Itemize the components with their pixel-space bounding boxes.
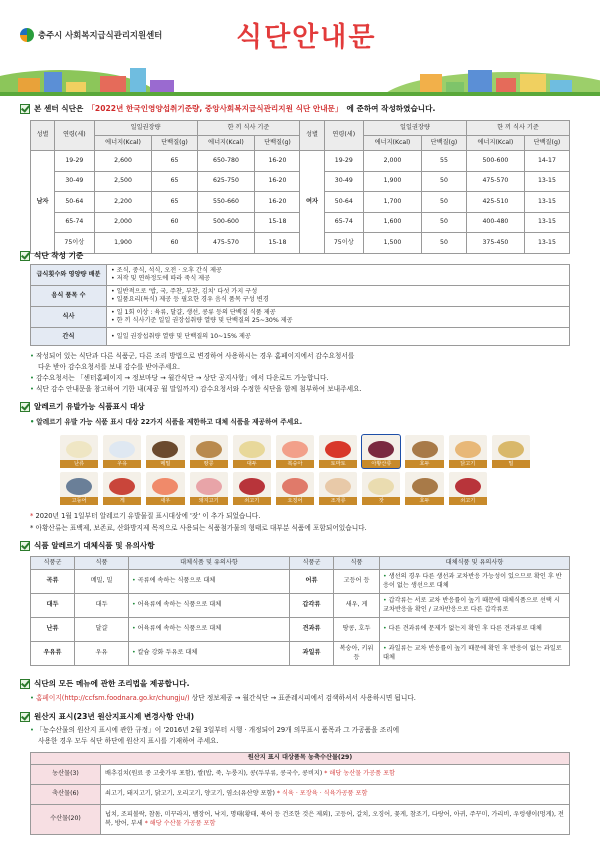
nutrition-cell: 30-49 [324, 171, 363, 192]
substitute-row [31, 570, 570, 594]
nutrition-cell: 50 [421, 171, 466, 192]
nutrition-cell: 475-570 [197, 233, 255, 254]
origin-line: • 「농수산물의 원산지 표시에 관한 규정」이 '2016년 2월 3일부터 시행 · 개정되어 29개 의무표시 품목과 그 가공품을 조리에 [30, 726, 400, 734]
th-protein: 단백질(g) [152, 136, 197, 151]
food-icon [152, 441, 178, 458]
th-energy: 에너지(Kcal) [94, 136, 152, 151]
org-logo [20, 28, 162, 42]
sub-note: • 칼슘 강화 두유로 대체 [129, 642, 290, 666]
nutrition-cell: 375-450 [466, 233, 524, 254]
sec5-title: 식단의 모든 메뉴에 관한 조리법을 제공합니다. [34, 679, 190, 689]
th-protein: 단백질(g) [421, 136, 466, 151]
food-icon [196, 478, 222, 495]
allergy-food-item [492, 435, 530, 468]
substitute-row [31, 618, 570, 642]
sub-group: 과일류 [290, 642, 334, 666]
th-age: 연령(세) [324, 121, 363, 151]
note-line: • 작성되어 있는 식단과 다른 식품군, 다른 조리 방법으로 변경하여 사용하시는 경우 홈페이지에서 감수요청서를 [30, 352, 355, 360]
sub-group: 견과류 [290, 618, 334, 642]
allergy-note: * 아황산류는 표백제, 보존료, 산화방지제 목적으로 사용되는 식품첨가물의 형태로 대부분 식품에 포함되어있습니다. [30, 524, 367, 532]
th-meal: 한 끼 식사 기준 [466, 121, 569, 136]
allergy-food-item [449, 472, 487, 505]
criteria-text: • 일 1회 이상 : 육류, 달걀, 생선, 콩류 등의 단백질 식품 제공 • 한 끼 식사기준 일일 권장섭취량 열량 및 단백질의 25~30% 제공 [107, 307, 570, 328]
origin-label: 농산물(3) [31, 765, 101, 785]
recipe-line: • 홈페이지(http://ccfsm.foodnara.go.kr/chungju/) 상단 정보제공 → 월간식단 → 표준레시피에서 검색하셔서 사용하시면 됩니다. [30, 694, 416, 702]
sub-group: 갑각류 [290, 594, 334, 618]
allergy-food-item [190, 435, 228, 468]
sub-food: 복숭아, 키위 등 [334, 642, 380, 666]
check-icon [20, 712, 30, 722]
criteria-text: • 조식, 중식, 석식, 오전 · 오후 간식 제공 • 저작 및 연하정도에 따라 죽식 제공 [107, 265, 570, 286]
logo-mark-icon [20, 28, 34, 42]
th-energy: 에너지(Kcal) [466, 136, 524, 151]
food-icon [109, 441, 135, 458]
th-group: 식품군 [31, 557, 75, 570]
section-origin [20, 712, 194, 722]
check-icon [20, 251, 30, 261]
food-icon [239, 441, 265, 458]
nutrition-cell: 55 [421, 151, 466, 172]
check-icon [20, 402, 30, 412]
nutrition-cell: 13-15 [524, 233, 569, 254]
criteria-text: • 일일 권장섭취량 열량 및 단백질의 10~15% 제공 [107, 328, 570, 346]
food-icon [455, 441, 481, 458]
nutrition-cell: 16-20 [255, 171, 300, 192]
nutrition-table [30, 120, 570, 254]
food-label: 아황산류 [362, 460, 400, 468]
criteria-label: 간식 [31, 328, 107, 346]
allergy-food-item [362, 435, 400, 468]
sec2-title: 식단 작성 기준 [34, 251, 84, 261]
food-label: 밀 [492, 460, 530, 468]
nutrition-cell: 1,500 [364, 233, 422, 254]
origin-text: 쇠고기, 돼지고기, 닭고기, 오리고기, 양고기, 염소(유산양 포함) * 식육 · 포장육 · 식육가공품 포함 [101, 785, 570, 805]
nutrition-cell: 50 [421, 212, 466, 233]
nutrition-cell: 425-510 [466, 192, 524, 213]
allergy-food-item [146, 472, 184, 505]
substitute-table [30, 556, 570, 666]
village-illustration [0, 60, 600, 96]
nutrition-cell: 13-15 [524, 171, 569, 192]
sub-food: 우유 [75, 642, 129, 666]
nutrition-cell: 50-64 [55, 192, 94, 213]
nutrition-cell: 50 [421, 192, 466, 213]
th-protein: 단백질(g) [255, 136, 300, 151]
sub-food: 달걀 [75, 618, 129, 642]
sub-food: 고등어 등 [334, 570, 380, 594]
nutrition-cell: 75이상 [55, 233, 94, 254]
food-label: 난류 [60, 460, 98, 468]
check-icon [20, 541, 30, 551]
allergy-food-item [233, 472, 271, 505]
allergy-food-item [190, 472, 228, 505]
header-banner [0, 0, 600, 96]
food-icon [412, 441, 438, 458]
homepage-link[interactable]: 홈페이지(http://ccfsm.foodnara.go.kr/chungju/) [35, 694, 190, 702]
nutrition-cell: 1,900 [94, 233, 152, 254]
th-sub: 대체식품 및 유의사항 [129, 557, 290, 570]
allergy-food-item [319, 472, 357, 505]
nutrition-row [31, 151, 570, 172]
origin-label: 축산물(6) [31, 785, 101, 805]
sub-food: 새우, 게 [334, 594, 380, 618]
nutrition-cell: 65 [152, 171, 197, 192]
nutrition-cell: 14-17 [524, 151, 569, 172]
allergy-food-item [233, 435, 271, 468]
food-label: 토마토 [319, 460, 357, 468]
food-icon [368, 441, 394, 458]
criteria-text: • 일반적으로 '밥, 국, 주찬, 부찬, 김치' 다섯 가지 구성 • 일품요리(특식) 제공 등 필요한 경우 음식 품목 구성 변경 [107, 286, 570, 307]
food-label: 복숭아 [276, 460, 314, 468]
allergy-food-item [319, 435, 357, 468]
sub-group: 난류 [31, 618, 75, 642]
origin-label: 수산물(20) [31, 805, 101, 835]
nutrition-cell: 500-600 [197, 212, 255, 233]
substitute-row [31, 642, 570, 666]
food-icon [412, 478, 438, 495]
org-name: 충주시 사회복지급식관리지원센터 [38, 29, 163, 40]
nutrition-cell: 13-15 [524, 192, 569, 213]
nutrition-cell: 19-29 [55, 151, 94, 172]
allergy-food-item [276, 435, 314, 468]
sub-note: • 과일류는 교차 반응률이 높기 때문에 확인 후 반응이 없는 과일로 대체 [380, 642, 570, 666]
note-line: • 식단 감수 안내문을 참고하여 기한 내(제공 월 말일까지) 감수요청서와 수정한 식단을 함께 첨부하여 보내주세요. [30, 385, 362, 393]
nutrition-cell: 65 [152, 151, 197, 172]
allergy-food-item [449, 435, 487, 468]
food-label: 게 [103, 497, 141, 505]
allergy-lead: • 알레르기 유발 가능 식품 표시 대상 22가지 식품을 제한하고 대체 식품을 제공하여 주세요. [30, 418, 303, 426]
nutrition-cell: 400-480 [466, 212, 524, 233]
th-gender: 성별 [31, 121, 55, 151]
food-icon [282, 478, 308, 495]
food-label: 대두 [233, 460, 271, 468]
sec4-title: 식품 알레르기 대체식품 및 유의사항 [34, 541, 155, 551]
nutrition-cell: 2,000 [364, 151, 422, 172]
allergy-food-item [405, 472, 443, 505]
sub-note: • 다른 견과류에 문제가 없는지 확인 후 다른 견과류로 대체 [380, 618, 570, 642]
section-recipes [20, 679, 189, 689]
food-icon [325, 441, 351, 458]
sub-food: 땅콩, 호두 [334, 618, 380, 642]
gender-female: 여자 [300, 151, 324, 254]
substitute-row [31, 594, 570, 618]
th-daily: 일일권장량 [364, 121, 467, 136]
th-age: 연령(세) [55, 121, 94, 151]
nutrition-cell: 60 [152, 233, 197, 254]
food-icon [66, 478, 92, 495]
sub-note: • 곡류에 속하는 식품으로 대체 [129, 570, 290, 594]
allergy-food-item [405, 435, 443, 468]
origin-table [30, 752, 570, 835]
nutrition-cell: 15-18 [255, 233, 300, 254]
origin-text: 배추김치(원료 중 고춧가루 포함), 쌀(밥, 죽, 누룽지), 콩(두부류, 콩국수, 콩비지) * 해당 농산물 가공품 포함 [101, 765, 570, 785]
allergy-food-item [103, 472, 141, 505]
nutrition-cell: 16-20 [255, 151, 300, 172]
criteria-table [30, 264, 570, 346]
allergy-food-item [60, 472, 98, 505]
sub-group: 우유류 [31, 642, 75, 666]
origin-text: 넙치, 조피볼락, 참돔, 미꾸라지, 뱀장어, 낙지, 명태(황태, 북어 등 건조한 것은 제외), 고등어, 갈치, 오징어, 꽃게, 참조기, 다랑어, 아귀, 주꾸미, 가리비, 우렁쉥이(멍게), 전복, 방어, 부세 * 해당 수산물 가공품 포함 [101, 805, 570, 835]
food-label: 새우 [146, 497, 184, 505]
section-menu-criteria [20, 251, 83, 261]
th-protein: 단백질(g) [524, 136, 569, 151]
nutrition-cell: 550-660 [197, 192, 255, 213]
th-food: 식품 [75, 557, 129, 570]
nutrition-cell: 650-780 [197, 151, 255, 172]
nutrition-cell: 30-49 [55, 171, 94, 192]
food-label: 쇠고기 [233, 497, 271, 505]
nutrition-cell: 1,900 [364, 171, 422, 192]
allergy-food-item [362, 472, 400, 505]
nutrition-cell: 50 [421, 233, 466, 254]
nutrition-cell: 2,600 [94, 151, 152, 172]
th-meal: 한 끼 식사 기준 [197, 121, 300, 136]
section-nutrition-standard [20, 104, 435, 114]
nutrition-cell: 625-750 [197, 171, 255, 192]
th-group: 식품군 [290, 557, 334, 570]
nutrition-cell: 500-600 [466, 151, 524, 172]
sub-note: • 생선의 경우 다른 생선과 교차반응 가능성이 있으므로 확인 후 반응이 없는 생선으로 대체 [380, 570, 570, 594]
sec1-lead: 본 센터 식단은 [34, 104, 84, 114]
sec6-title: 원산지 표시(23년 원산지표시제 변경사항 안내) [34, 712, 195, 722]
gender-male: 남자 [31, 151, 55, 254]
food-label: 호두 [405, 497, 443, 505]
food-icon [455, 478, 481, 495]
food-label: 오징어 [276, 497, 314, 505]
sub-group: 대두 [31, 594, 75, 618]
nutrition-cell: 65-74 [55, 212, 94, 233]
check-icon [20, 679, 30, 689]
sub-note: • 어육류에 속하는 식품으로 대체 [129, 594, 290, 618]
nutrition-cell: 60 [152, 212, 197, 233]
nutrition-cell: 65-74 [324, 212, 363, 233]
sec1-highlight: 「2022년 한국인영양섭취기준량, 중앙사회복지급식관리지원 식단 안내문」 [87, 104, 343, 114]
sec1-tail: 에 준하여 작성하였습니다. [346, 104, 436, 114]
food-icon [109, 478, 135, 495]
food-label: 우유 [103, 460, 141, 468]
food-icon [196, 441, 222, 458]
note-line: 다운 받아 감수요청서를 보내 감수를 받아주세요. [38, 363, 180, 371]
nutrition-cell: 2,000 [94, 212, 152, 233]
check-icon [20, 104, 30, 114]
allergy-food-item [60, 435, 98, 468]
food-label: 호두 [405, 460, 443, 468]
section-allergy [20, 402, 145, 412]
nutrition-cell: 75이상 [324, 233, 363, 254]
nutrition-cell: 16-20 [255, 192, 300, 213]
origin-line: 사용한 경우 모두 식단 하단에 원산지 표시를 기재하여 주세요. [38, 737, 219, 745]
allergy-food-grid [60, 435, 530, 505]
th-energy: 에너지(Kcal) [364, 136, 422, 151]
food-icon [66, 441, 92, 458]
page-title: 식단안내문 [236, 22, 377, 53]
criteria-label: 급식횟수와 영양량 배분 [31, 265, 107, 286]
sub-group: 곡류 [31, 570, 75, 594]
food-label: 잣 [362, 497, 400, 505]
th-daily: 일일권장량 [94, 121, 197, 136]
nutrition-cell: 2,500 [94, 171, 152, 192]
th-food: 식품 [334, 557, 380, 570]
sub-food: 메밀, 밀 [75, 570, 129, 594]
food-icon [368, 478, 394, 495]
allergy-food-item [146, 435, 184, 468]
food-label: 땅콩 [190, 460, 228, 468]
nutrition-cell: 13-15 [524, 212, 569, 233]
food-label: 쇠고기 [449, 497, 487, 505]
th-sub: 대체식품 및 유의사항 [380, 557, 570, 570]
food-label: 조개류 [319, 497, 357, 505]
nutrition-cell: 2,200 [94, 192, 152, 213]
food-icon [152, 478, 178, 495]
nutrition-cell: 1,700 [364, 192, 422, 213]
nutrition-cell: 475-570 [466, 171, 524, 192]
sub-note: • 갑각류는 서로 교차 반응률이 높기 때문에 대체식품으로 선택 시 교차반응을 확인 / 교차반응으로 다른 갑각류로 [380, 594, 570, 618]
food-icon [239, 478, 265, 495]
sec3-title: 알레르기 유발가능 식품표시 대상 [34, 402, 145, 412]
nutrition-cell: 15-18 [255, 212, 300, 233]
food-label: 메밀 [146, 460, 184, 468]
food-icon [325, 478, 351, 495]
sub-note: • 어육류에 속하는 식품으로 대체 [129, 618, 290, 642]
sub-food: 대두 [75, 594, 129, 618]
criteria-label: 음식 품목 수 [31, 286, 107, 307]
nutrition-cell: 50-64 [324, 192, 363, 213]
food-label: 닭고기 [449, 460, 487, 468]
nutrition-cell: 1,600 [364, 212, 422, 233]
food-icon [498, 441, 524, 458]
section-substitutes [20, 541, 155, 551]
allergy-note: * 2020년 1월 1일부터 알레르기 유발물질 표시대상에 '잣' 이 추가 되었습니다. [30, 512, 261, 520]
nutrition-cell: 19-29 [324, 151, 363, 172]
sub-group: 어류 [290, 570, 334, 594]
origin-caption: 원산지 표시 대상품목 농축수산물(29) [31, 753, 570, 765]
criteria-label: 식사 [31, 307, 107, 328]
allergy-food-item [103, 435, 141, 468]
food-label: 고등어 [60, 497, 98, 505]
th-energy: 에너지(Kcal) [197, 136, 255, 151]
nutrition-cell: 65 [152, 192, 197, 213]
food-label: 돼지고기 [190, 497, 228, 505]
th-gender: 성별 [300, 121, 324, 151]
food-icon [282, 441, 308, 458]
note-line: • 감수요청서는 「센터홈페이지 → 정보마당 → 월간식단 → 상단 공지사항」에서 다운로드 가능합니다. [30, 374, 329, 382]
allergy-food-item [276, 472, 314, 505]
